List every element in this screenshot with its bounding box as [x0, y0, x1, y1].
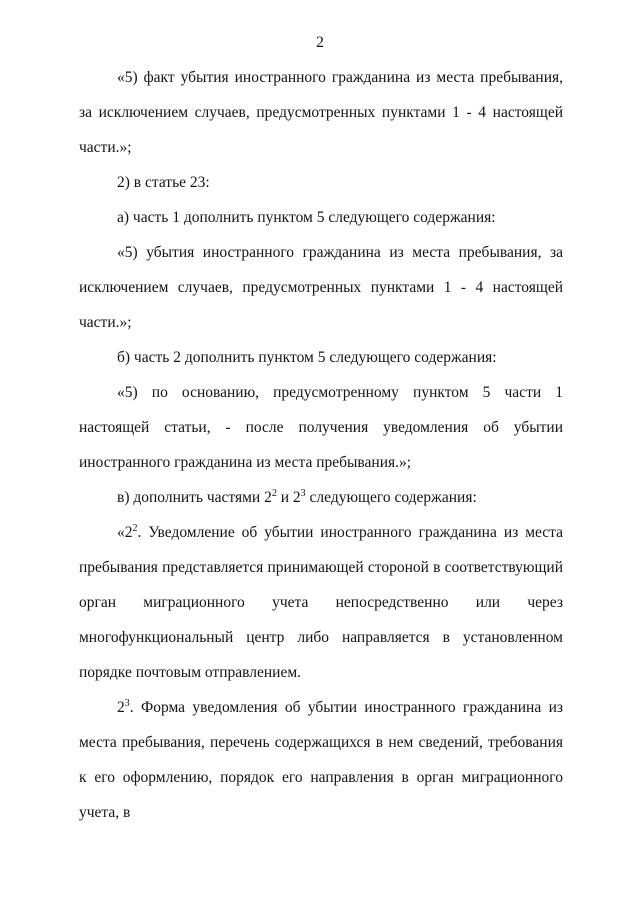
document-body [79, 60, 563, 830]
paragraph-article-23: 2) в статье 23: [117, 174, 210, 191]
paragraph-part-2-2-text: . Уведомление об убытии иностранного гражданина из места пребывания представляется принимающей стороной в соответствующий орган миграционного учета непосредственно или через многофункциональный центр либо направляется в установленном порядке почтовым отправлением. [79, 524, 563, 681]
paragraph-add-parts-before: в) дополнить частями 2 [117, 489, 272, 506]
paragraph-part-2-2-open: «2 [117, 524, 133, 541]
paragraph-part-1-amend: а) часть 1 дополнить пунктом 5 следующего содержания: [117, 209, 496, 226]
paragraph-item-5-departure: «5) убытия иностранного гражданина из места пребывания, за исключением случаев, предусмотренных пунктами 1 - 4 настоящей части.»; [79, 244, 563, 331]
paragraph-part-2-3 [79, 690, 563, 830]
superscript-3: 3 [124, 698, 130, 709]
paragraph-add-parts-mid: и 2 [276, 489, 301, 506]
paragraph-part-2-2 [79, 515, 563, 690]
paragraph-part-2-3-text: . Форма уведомления об убытии иностранного гражданина из места пребывания, перечень содержащихся в нем сведений, требования к его оформлению, порядок его направления в орган миграционного учета, в [79, 699, 563, 821]
paragraph-add-parts-after: следующего содержания: [305, 489, 477, 506]
superscript-3: 3 [300, 488, 306, 499]
superscript-2: 2 [271, 488, 277, 499]
paragraph-item-5-fact: «5) факт убытия иностранного гражданина из места пребывания, за исключением случаев, предусмотренных пунктами 1 - 4 настоящей части.»; [79, 69, 563, 156]
paragraph-add-parts [79, 480, 563, 515]
superscript-2: 2 [132, 523, 138, 534]
page-number: 2 [316, 34, 324, 51]
paragraph-item-5-basis: «5) по основанию, предусмотренному пунктом 5 части 1 настоящей статьи, - после получения уведомления об убытии иностранного гражданина из места пребывания.»; [79, 384, 563, 471]
paragraph-part-2-amend: б) часть 2 дополнить пунктом 5 следующего содержания: [117, 349, 497, 366]
paragraph-part-2-3-open: 2 [117, 699, 125, 716]
